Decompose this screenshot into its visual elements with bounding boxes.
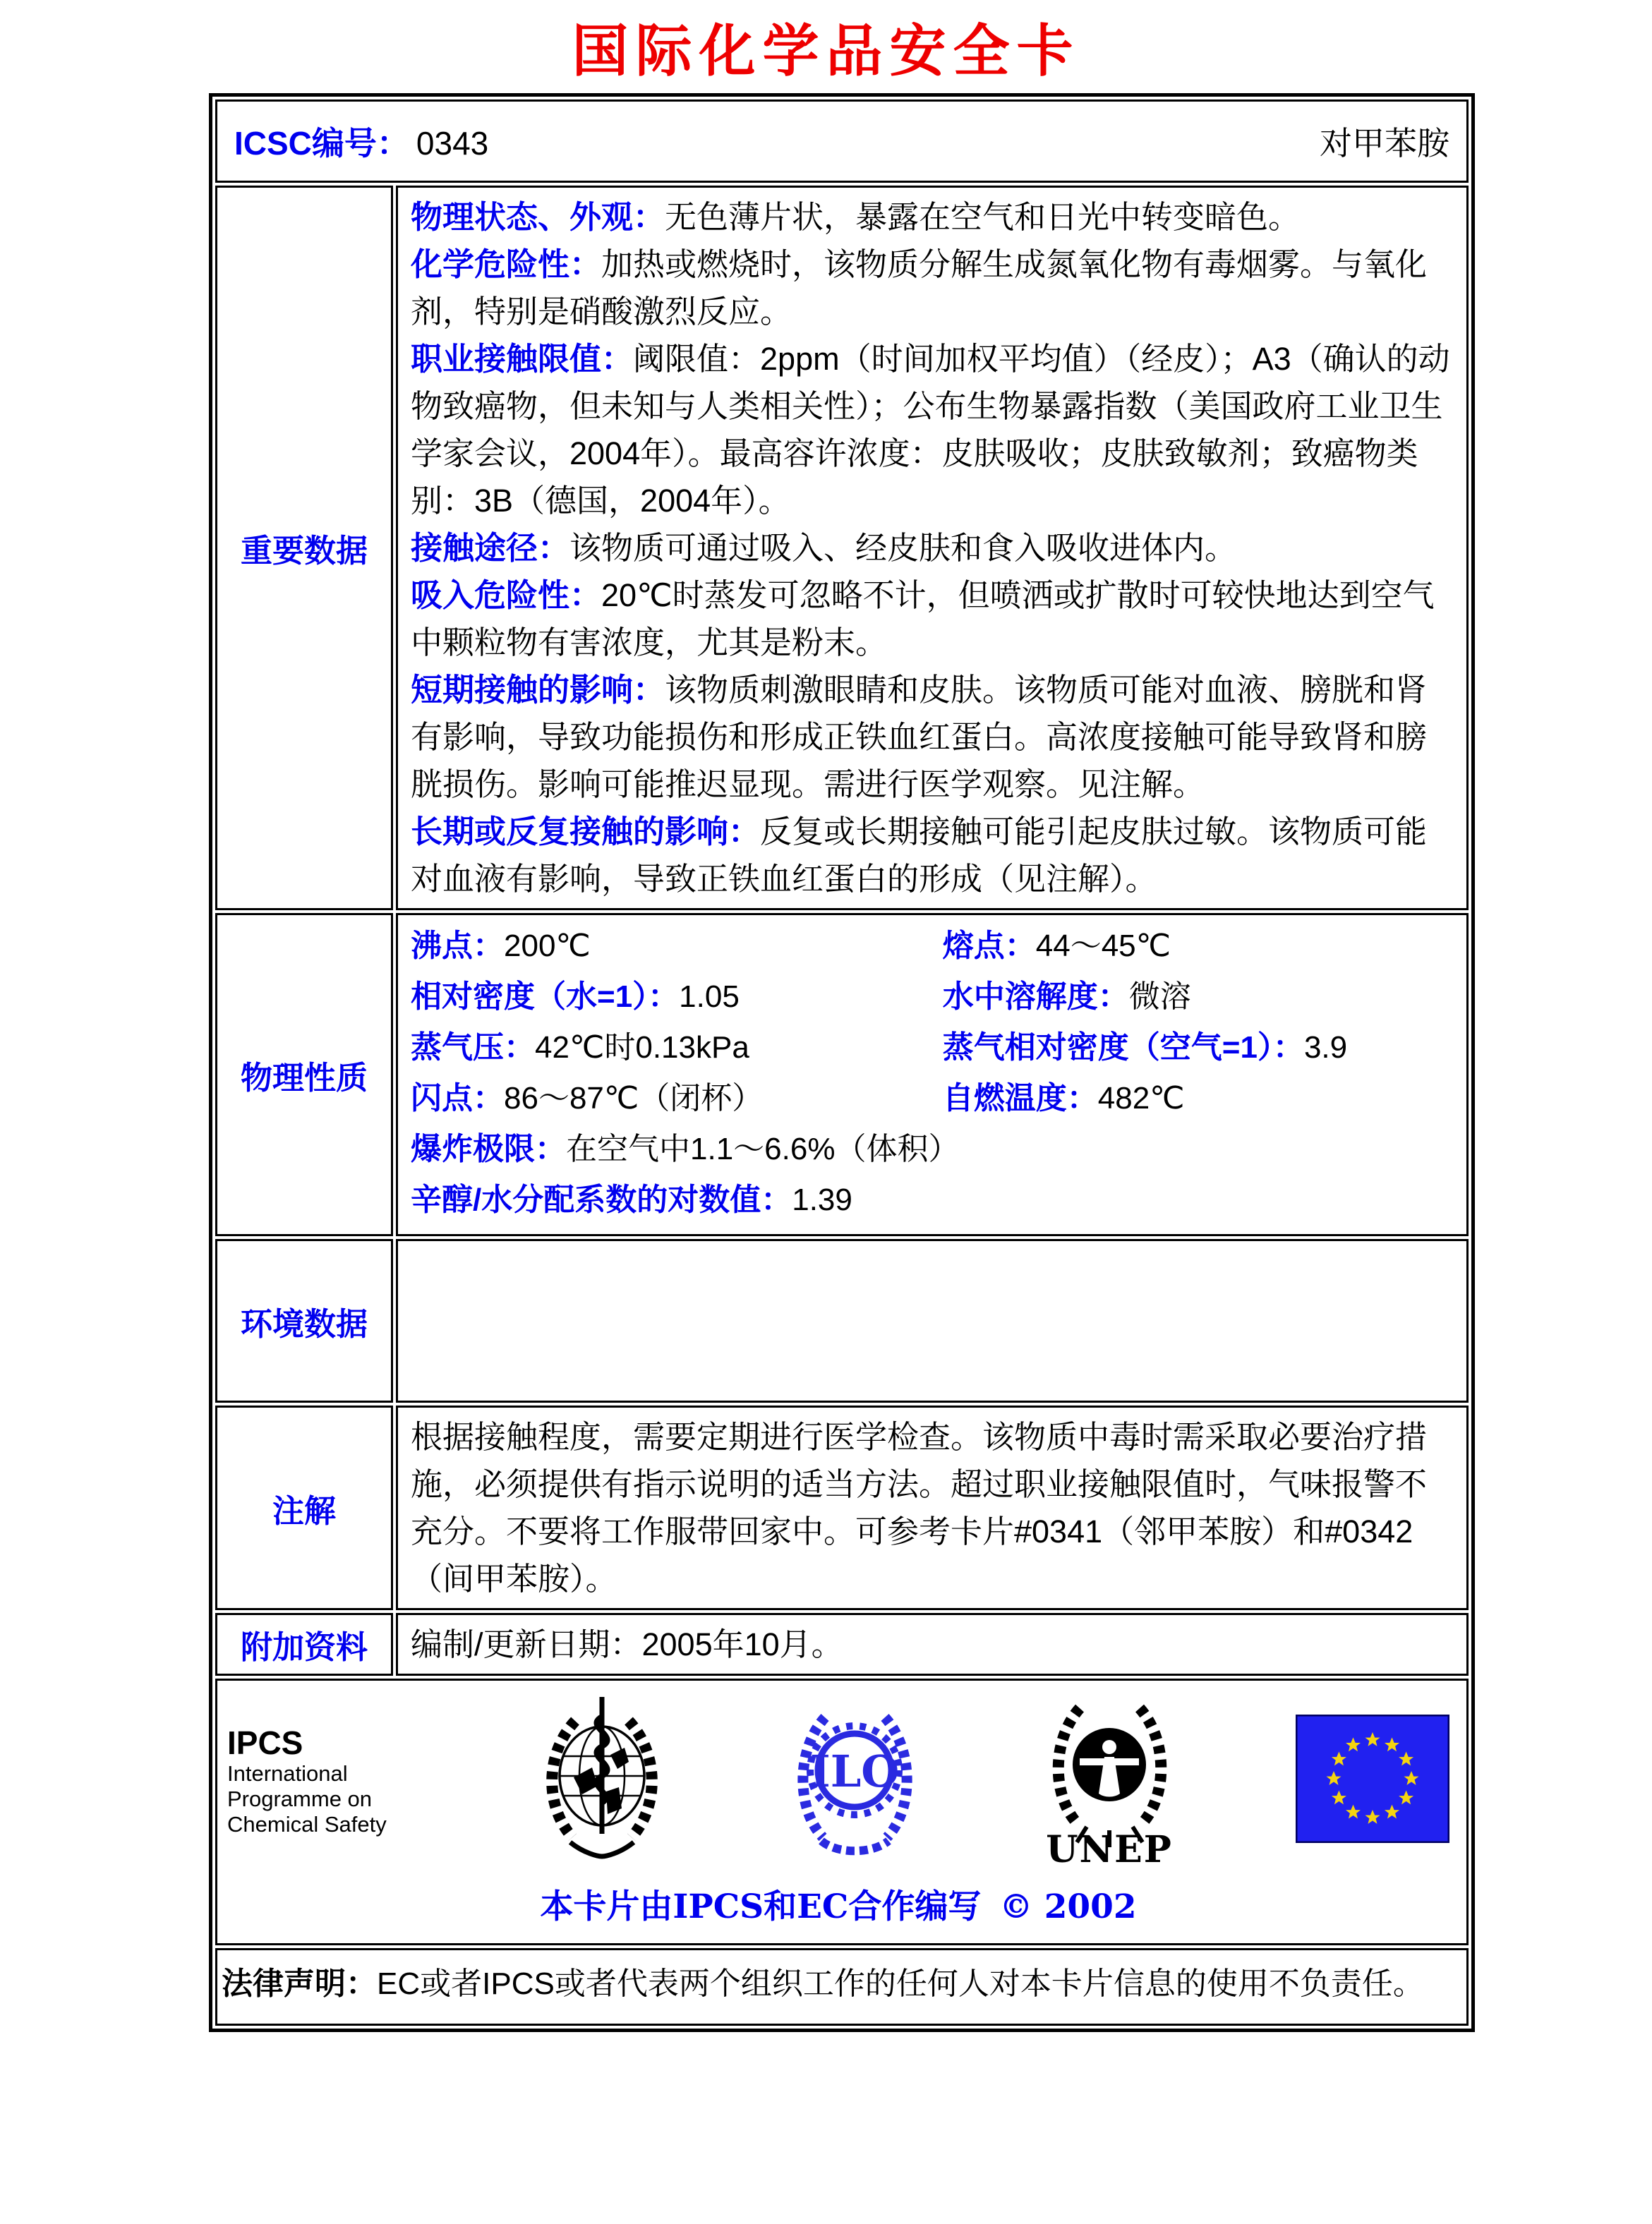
ipcs-text-block — [227, 1724, 418, 1837]
icsc-number-group — [234, 118, 488, 164]
legal-label: 法律声明： — [222, 1966, 377, 2001]
eu-flag-icon — [1296, 1715, 1449, 1847]
ipcs-line: Programme on — [227, 1787, 373, 1812]
credit-line — [227, 1871, 1449, 1939]
environmental-data-row — [215, 1239, 1469, 1403]
ilo-logo-text: ILO — [809, 1745, 900, 1797]
icsc-number-value: 0343 — [416, 125, 489, 162]
entry-label: 长期或反复接触的影响： — [411, 814, 761, 850]
important-data-content — [411, 193, 1454, 902]
property-value: 1.39 — [792, 1183, 852, 1217]
property-value: 86～87℃（闭杯） — [504, 1081, 764, 1116]
header-row — [215, 99, 1469, 183]
notes-label: 注解 — [215, 1406, 393, 1610]
important-data-label: 重要数据 — [215, 186, 393, 910]
entry-exposure-limits — [411, 335, 1454, 524]
unep-logo-text: UNEP — [1046, 1828, 1173, 1867]
logos-section — [217, 1681, 1466, 1943]
entry-physical-state — [411, 193, 1454, 241]
physical-property — [411, 928, 943, 965]
property-label: 蒸气相对密度（空气=1）： — [942, 1030, 1304, 1065]
entry-long-term-effects — [411, 808, 1454, 902]
page-title: 国际化学品安全卡 — [572, 18, 1080, 84]
entry-text: 加热或燃烧时，该物质分解生成氮氧化物有毒烟雾。与氧化剂，特别是硝酸激烈反应。 — [411, 246, 1428, 330]
property-value: 42℃时0.13kPa — [535, 1030, 749, 1065]
entry-label: 接触途径： — [411, 530, 570, 566]
additional-info-content: 编制/更新日期：2005年10月。 — [411, 1626, 843, 1662]
physical-properties-row — [215, 913, 1469, 1236]
environmental-data-content — [411, 1247, 1454, 1395]
important-data-row — [215, 186, 1469, 910]
property-label: 辛醇/水分配系数的对数值： — [411, 1183, 792, 1217]
entry-label: 吸入危险性： — [411, 577, 602, 613]
entry-text: 该物质刺激眼睛和皮肤。该物质可能对血液、膀胱和肾有影响，导致功能损伤和形成正铁血红蛋白。高浓度接触可能导致肾和膀胱损伤。影响可能推迟显现。需进行医学观察。见注解。 — [411, 672, 1428, 802]
entry-chemical-hazard — [411, 241, 1454, 335]
property-label: 自燃温度： — [942, 1081, 1098, 1116]
copyright-text: © 2002 — [999, 1887, 1137, 1926]
property-label: 蒸气压： — [411, 1030, 535, 1065]
entry-label: 短期接触的影响： — [411, 672, 665, 708]
property-value: 482℃ — [1097, 1081, 1185, 1116]
entry-text: 阈限值：2ppm（时间加权平均值）（经皮）；A3（确认的动物致癌物，但未知与人类相关性）；公布生物暴露指数（美国政府工业卫生学家会议，2004年）。最高容许浓度：皮肤吸收；皮肤致敏剂；致癌物类别：3B（德国，2004年）。 — [411, 341, 1450, 519]
entry-short-term-effects — [411, 666, 1454, 808]
icsc-card — [209, 93, 1475, 2032]
physical-property — [943, 1080, 1454, 1117]
physical-property — [943, 1029, 1454, 1066]
who-logo-icon — [531, 1693, 673, 1869]
additional-info-row — [215, 1613, 1469, 1676]
additional-info-label: 附加资料 — [215, 1613, 393, 1676]
physical-property — [943, 928, 1454, 965]
property-value: 微溶 — [1128, 979, 1191, 1014]
property-value: 在空气中1.1～6.6%（体积） — [566, 1132, 960, 1166]
entry-text: 反复或长期接触可能引起皮肤过敏。该物质可能对血液有影响，导致正铁血红蛋白的形成（见注解）。 — [411, 814, 1428, 897]
ipcs-acronym: IPCS — [227, 1724, 303, 1761]
legal-row — [215, 1948, 1469, 2026]
physical-property — [411, 979, 943, 1015]
ilo-logo-icon — [786, 1696, 924, 1866]
physical-property — [943, 979, 1454, 1015]
credit-text: 本卡片由IPCS和EC合作编写 — [540, 1887, 982, 1926]
physical-property — [411, 1182, 1454, 1219]
entry-text: 20℃时蒸发可忽略不计，但喷洒或扩散时可较快地达到空气中颗粒物有害浓度，尤其是粉末。 — [411, 577, 1435, 660]
property-value: 200℃ — [504, 929, 591, 963]
unep-logo-icon — [1037, 1691, 1182, 1871]
legal-statement — [217, 1950, 1466, 2024]
entry-exposure-routes — [411, 524, 1454, 572]
card-header — [230, 107, 1454, 175]
property-label: 相对密度（水=1）： — [411, 979, 680, 1014]
icsc-number-label: ICSC编号： — [234, 125, 409, 162]
property-label: 闪点： — [411, 1081, 504, 1116]
entry-label: 物理状态、外观： — [411, 199, 665, 235]
entry-text: 无色薄片状，暴露在空气和日光中转变暗色。 — [665, 199, 1301, 235]
legal-text: EC或者IPCS或者代表两个组织工作的任何人对本卡片信息的使用不负责任。 — [377, 1966, 1424, 2001]
property-value: 3.9 — [1303, 1030, 1348, 1065]
property-label: 沸点： — [411, 929, 504, 963]
property-value: 1.05 — [679, 979, 740, 1014]
property-label: 水中溶解度： — [942, 979, 1129, 1014]
property-label: 熔点： — [942, 929, 1036, 963]
ipcs-line: Chemical Safety — [227, 1811, 387, 1837]
property-value: 44～45℃ — [1035, 929, 1171, 963]
entry-label: 化学危险性： — [411, 246, 602, 282]
ipcs-line: International — [227, 1761, 348, 1787]
notes-row — [215, 1406, 1469, 1610]
entry-inhalation-risk — [411, 572, 1454, 666]
environmental-data-label: 环境数据 — [215, 1239, 393, 1403]
entry-label: 职业接触限值： — [411, 341, 634, 377]
physical-property — [411, 1080, 943, 1117]
entry-text: 该物质可通过吸入、经皮肤和食入吸收进体内。 — [569, 530, 1237, 566]
notes-content: 根据接触程度，需要定期进行医学检查。该物质中毒时需采取必要治疗措施，必须提供有指示说明的适当方法。超过职业接触限值时，气味报警不充分。不要将工作服带回家中。可参考卡片#0341（邻甲苯胺）和#0342（间甲苯胺）。 — [411, 1419, 1428, 1597]
logos-row-tr — [215, 1679, 1469, 1945]
physical-properties-label: 物理性质 — [215, 913, 393, 1236]
property-label: 爆炸极限： — [411, 1132, 566, 1166]
physical-property — [411, 1131, 1454, 1168]
chemical-name: 对甲苯胺 — [1320, 125, 1449, 162]
physical-property — [411, 1029, 943, 1066]
physical-properties-content — [411, 921, 1454, 1228]
